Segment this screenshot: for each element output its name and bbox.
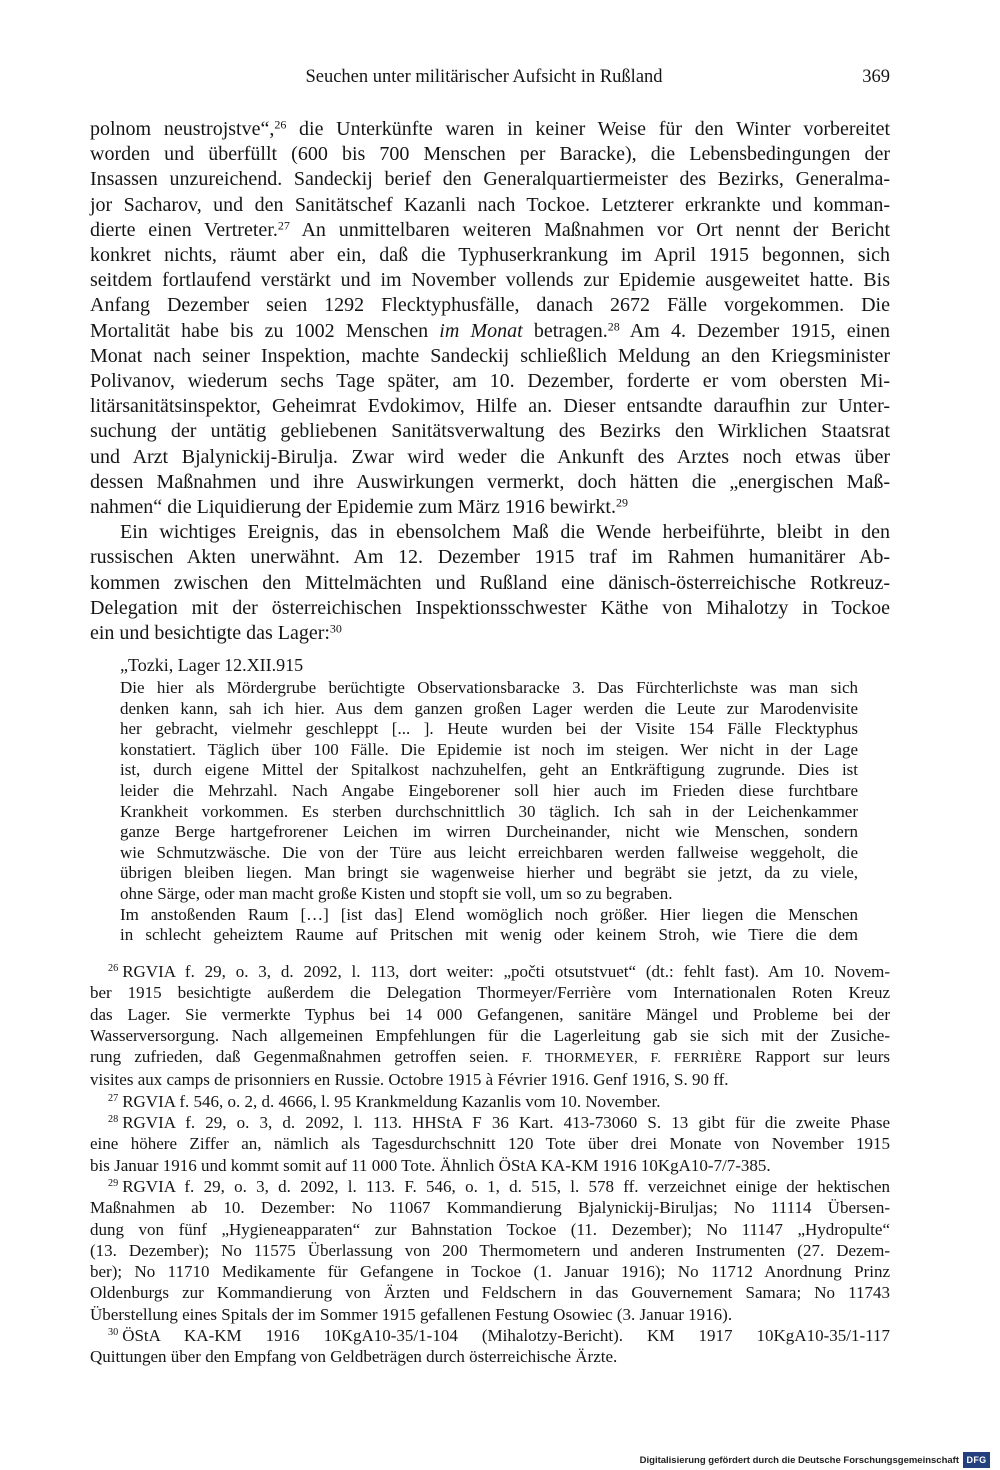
text-run: nahmen“ die Liquidierung der Epidemie zum März 1916 bewirkt.	[90, 496, 616, 519]
text-run: bis Januar 1916 und kommt somit auf 11 000 Tote. Ähnlich ÖStA KA-KM 1916 10KgA10-7/7-385.	[90, 1155, 771, 1175]
text-run: Insassen unzureichend. Sandeckij berief den Generalquartiermeister des Bezirks, Generalma-	[90, 168, 890, 191]
footnote-line	[90, 1133, 890, 1154]
body-line	[90, 419, 890, 444]
body-line	[90, 344, 890, 369]
text-run: worden und überfüllt (600 bis 700 Menschen per Baracke), die Lebensbedingungen der	[90, 143, 890, 166]
text-run: „Tozki, Lager 12.XII.915	[120, 655, 304, 675]
text-run: Ein wichtiges Ereignis, das in ebensolchem Maß die Wende herbeiführte, bleibt in den	[120, 521, 890, 544]
text-run: Delegation mit der österreichischen Inspektionsschwester Käthe von Mihalotzy in Tockoe	[90, 596, 890, 619]
dfg-logo: DFG	[963, 1452, 990, 1468]
footnote-line	[90, 1046, 890, 1069]
text-run: ist, durch eigene Mittel der Spitalkost nachzuhelfen, geht an Entkräftigung zugrunde. Dies ist	[120, 760, 858, 780]
text-run: seitdem fortlaufend verstärkt und im November vollends zur Epidemie ausgeweitet hatte. Bis	[90, 269, 890, 292]
text-run: visites aux camps de prisonniers en Russie. Octobre 1915 à Février 1916. Genf 1916, S. 90 ff.	[90, 1070, 729, 1090]
text-run: betragen.	[522, 319, 608, 342]
text-run: Maßnahmen ab 10. Dezember: No 11067 Kommandierung Bjalynickij-Biruljas; No 11114 Übersen-	[90, 1198, 890, 1218]
body-line	[90, 369, 890, 394]
body-line	[90, 596, 890, 621]
quote-line	[120, 925, 858, 946]
emphasis: im Monat	[439, 319, 523, 342]
text-run: Monat nach seiner Inspektion, machte Sandeckij schließlich Meldung an den Kriegsminister	[90, 344, 890, 367]
page-number: 369	[862, 67, 890, 87]
footnote-line	[90, 1261, 890, 1282]
body-text	[90, 117, 890, 646]
body-line	[90, 520, 890, 545]
text-run: polnom neustrojstve“,	[90, 118, 275, 140]
text-run: Im anstoßenden Raum […] [ist das] Elend womöglich noch größer. Hier liegen die Menschen	[120, 904, 858, 924]
text-run: Überstellung eines Spitals der im Sommer 1915 gefallenen Festung Osowiec (3. Januar 1916).	[90, 1304, 733, 1324]
text-run: russischen Akten unerwähnt. Am 12. Dezember 1915 traf im Rahmen humanitärer Ab-	[90, 546, 890, 569]
quote-line	[120, 884, 858, 905]
body-line	[90, 394, 890, 419]
text-run: RGVIA f. 29, o. 3, d. 2092, l. 113, dort weiter: „počti otsutstvuet“ (dt.: fehlt fast). Am 10. Novem-	[122, 962, 890, 981]
text-run: übrigen bleiben liegen. Man bringt sie wagenweise hierher und begräbt sie jetzt, da zu viele,	[120, 863, 858, 883]
body-line	[90, 117, 890, 142]
text-run: in schlecht geheiztem Raume auf Pritschen mit wenig oder keinem Stroh, wie Tiere die dem	[120, 925, 858, 945]
text-run: ganze Berge hartgefrorener Leichen im wirren Durcheinander, nicht wie Menschen, sondern	[120, 822, 858, 842]
text-run: Polivanov, wiederum sechs Tage später, am 10. Dezember, forderte er vom obersten Mi-	[90, 370, 890, 393]
footnote-line	[90, 1025, 890, 1046]
text-run: Rapport sur leurs	[741, 1047, 890, 1067]
text-run: dierte einen Vertreter.	[90, 218, 278, 241]
running-head: Seuchen unter militärischer Aufsicht in Rußland	[305, 67, 663, 87]
footnote-marker: 28	[607, 319, 620, 334]
body-line	[90, 218, 890, 243]
footnote-line	[90, 1176, 890, 1197]
text-run: dung von fünf „Hygieneapparaten“ zur Bahnstation Tockoe (11. Dezember); No 11147 „Hydropulte“	[90, 1219, 890, 1239]
text-run: ohne Särge, oder man macht große Kisten und stopft sie voll, um so zu begraben.	[120, 883, 673, 903]
footnote-line	[90, 1304, 890, 1325]
text-run: die Unterkünfte waren in keiner Weise für den Winter vorbereitet	[286, 118, 891, 140]
footnote-number: 27	[108, 1093, 119, 1105]
quote-line	[120, 760, 858, 781]
footnote-line	[90, 1112, 890, 1133]
footnote-line	[90, 1346, 890, 1367]
quote-line	[120, 781, 858, 802]
text-run: Oldenburgs zur Kommandierung von Ärzten und Feldschern in das Gouvernement Samara; No 11743	[90, 1283, 890, 1303]
body-line	[90, 193, 890, 218]
text-run: litärsanitätsinspektor, Geheimrat Evdokimov, Hilfe an. Dieser entsandte daraufhin zur Unter-	[90, 395, 890, 418]
text-run: ein und besichtigte das Lager:	[90, 622, 330, 645]
text-run: leider die Mehrzahl. Nach Angabe Eingeborener soll hier auch im Frieden diese furchtbare	[120, 780, 858, 800]
quote-line	[120, 843, 858, 864]
text-run: denken kann, sah ich hier. Aus dem ganzen großen Lager werden die Leute zur Marodenvisite	[120, 698, 858, 718]
footnote-line	[90, 1155, 890, 1176]
footnote-number: 29	[108, 1178, 119, 1190]
body-line	[90, 142, 890, 167]
footnotes	[90, 961, 890, 1368]
body-line	[90, 243, 890, 268]
text-run: RGVIA f. 29, o. 3, d. 2092, l. 113. F. 546, o. 1, d. 515, l. 578 ff. verzeichnet einige der hektischen	[122, 1176, 890, 1196]
text-run: her gebracht, vielmehr geschleppt [... ]. Heute wurden bei der Visite 154 Fälle Flecktyphus	[120, 719, 858, 739]
text-run: ÖStA KA-KM 1916 10KgA10-35/1-104 (Mihalotzy-Bericht). KM 1917 10KgA10-35/1-117	[122, 1326, 890, 1346]
text-run: das Lager. Sie vermerkte Typhus bei 14 000 Gefangenen, sanitäre Mängel und Probleme bei der	[90, 1004, 890, 1024]
body-line	[90, 495, 890, 520]
footnote-line	[90, 1240, 890, 1261]
digitization-credit	[640, 1452, 990, 1468]
text-run: RGVIA f. 546, o. 2, d. 4666, l. 95 Krankmeldung Kazanlis vom 10. November.	[122, 1091, 661, 1111]
footnote-line	[90, 982, 890, 1003]
footnote-line	[90, 1325, 890, 1346]
quote-line	[120, 905, 858, 926]
footnote-line	[90, 1219, 890, 1240]
footnote-marker: 26	[274, 117, 287, 132]
text-run: suchung der untätig gebliebenen Sanitätsverwaltung des Bezirks den Wirklichen Staatsrat	[90, 420, 890, 443]
text-run: ber); No 11710 Medikamente für Gefangene in Tockoe (1. Januar 1916); No 11712 Anordnung Prinz	[90, 1262, 890, 1282]
footnote-marker: 30	[329, 621, 342, 636]
body-line	[90, 167, 890, 192]
text-run: Quittungen über den Empfang von Geldbeträgen durch österreichische Ärzte.	[90, 1347, 618, 1367]
text-run: Wasserversorgung. Nach allgemeinen Empfehlungen für die Lagerleitung gab sie sich mit der Zusiche-	[90, 1025, 890, 1045]
text-run: RGVIA f. 29, o. 3, d. 2092, l. 113. HHStA F 36 Kart. 413-73060 S. 13 gibt für die zweite Phase	[122, 1113, 890, 1133]
footnote-marker: 27	[277, 218, 290, 233]
text-run: An unmittelbaren weiteren Maßnahmen vor Ort nennt der Bericht	[289, 218, 891, 241]
footnote-line	[90, 1069, 890, 1090]
footnote-line	[90, 961, 890, 982]
footnote-line	[90, 1004, 890, 1025]
body-line	[90, 268, 890, 293]
text-run: wie Schmutzwäsche. Die von der Türe aus leicht erreichbaren werden fallweise weggeholt, die	[120, 842, 858, 862]
quote-line	[120, 863, 858, 884]
quote-line	[120, 652, 858, 678]
body-line	[90, 571, 890, 596]
block-quote	[120, 652, 858, 946]
text-run: Krankheit vorkommen. Es sterben durchschnittlich 30 täglich. Ich sah in der Leichenkammer	[120, 801, 858, 821]
text-run: ber 1915 besichtigte außerdem die Delegation Thormeyer/Ferrière vom Internationalen Roten Kreuz	[90, 983, 890, 1003]
text-run: rung zufrieden, daß Gegenmaßnahmen getroffen seien.	[90, 1047, 522, 1067]
text-run: Am 4. Dezember 1915, einen	[619, 319, 891, 342]
text-run: konstatiert. Täglich über 100 Fälle. Die Epidemie ist noch im steigen. Wer nicht in der Lage	[120, 739, 858, 759]
body-line	[90, 621, 890, 646]
footnote-number: 28	[108, 1114, 119, 1126]
footnote-line	[90, 1282, 890, 1303]
text-run: Mortalität habe bis zu 1002 Menschen	[90, 319, 440, 342]
quote-line	[120, 740, 858, 761]
text-run: eine höhere Ziffer an, nämlich als Tagesdurchschnitt 120 Tote über drei Monate von November 1915	[90, 1134, 890, 1154]
body-line	[90, 470, 890, 495]
text-run: jor Sacharov, und den Sanitätschef Kazanli nach Tockoe. Letzterer erkrankte und komman-	[90, 193, 890, 216]
footnote-line	[90, 1091, 890, 1112]
body-line	[90, 545, 890, 570]
text-run: konkret nichts, räumt aber ein, daß die Typhuserkrankung im April 1915 begonnen, sich	[90, 244, 890, 267]
quote-line	[120, 822, 858, 843]
text-run: (13. Dezember); No 11575 Überlassung von 200 Thermometern und anderen Instrumenten (27. Dezem-	[90, 1240, 890, 1260]
text-run: Die hier als Mördergrube berüchtigte Observationsbaracke 3. Das Fürchterlichste was man sich	[120, 678, 858, 697]
text-run: kommen zwischen den Mittelmächten und Rußland eine dänisch-österreichische Rotkreuz-	[90, 571, 890, 594]
footnote-line	[90, 1197, 890, 1218]
quote-line	[120, 802, 858, 823]
credit-text: Digitalisierung gefördert durch die Deutsche Forschungsgemeinschaft	[639, 1454, 959, 1466]
footnote-number: 30	[108, 1327, 119, 1339]
small-caps-name: F. THORMEYER, F. FERRIÈRE	[521, 1051, 742, 1067]
text-run: und Arzt Bjalynickij-Birulja. Zwar wird weder die Ankunft des Arztes noch etwas über	[90, 445, 890, 468]
body-line	[90, 293, 890, 318]
body-line	[90, 319, 890, 344]
footnote-marker: 29	[615, 495, 628, 510]
text-run: Anfang Dezember seien 1292 Flecktyphusfälle, danach 2672 Fälle vorgekommen. Die	[90, 294, 890, 317]
quote-line	[120, 678, 858, 699]
quote-line	[120, 719, 858, 740]
quote-line	[120, 699, 858, 720]
body-line	[90, 445, 890, 470]
footnote-number: 26	[108, 963, 119, 975]
text-run: dessen Maßnahmen und ihre Auswirkungen vermerkt, doch hätten die „energischen Maß-	[90, 470, 890, 493]
